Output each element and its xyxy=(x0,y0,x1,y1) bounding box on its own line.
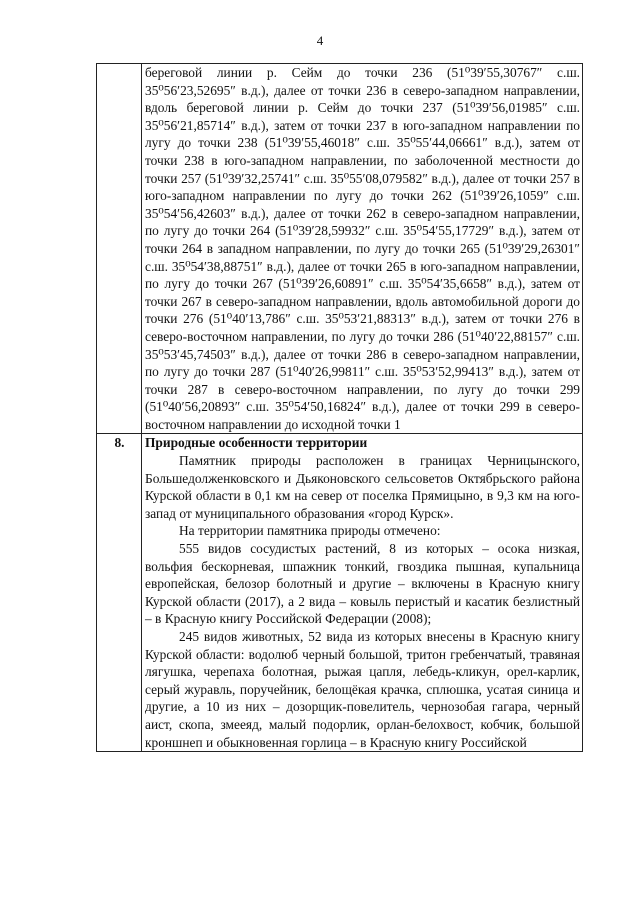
table-row-boundary xyxy=(97,64,583,434)
section-heading: Природные особенности территории xyxy=(145,435,368,451)
natural-features-cell xyxy=(142,434,583,752)
intro-paragraph: На территории памятника природы отмечено: xyxy=(179,523,441,539)
table-row-natural-features xyxy=(97,434,583,752)
regulation-table xyxy=(96,63,583,752)
boundary-description-text: береговой линии р. Сейм до точки 236 (51⁰39′55,30767″ с.ш. 35⁰56′23,52695″ в.д.), далее от точки 236 в северо-западном направлении, вдоль береговой линии р. Сейм до точки 237 (51⁰39′56,01985″ с.ш. 35⁰56′21,85714″ в.д.), затем от точки 237 в юго-западном направлении по лугу до точки 238 (51⁰39′55,46018″ с.ш. 35⁰55′44,06661″ в.д.), затем от точки 238 в юго-западном направлении, по заболоченной местности до точки 257 (51⁰39′32,25741″ с.ш. 35⁰55′08,079582″ в.д.), далее от точки 257 в юго-западном направлении по лугу до точки 262 (51⁰39′26,1059″ с.ш. 35⁰54′56,42603″ в.д.), далее от точки 262 в северо-западном направлении, по лугу до точки 264 (51⁰39′28,59932″ с.ш. 35⁰54′55,17729″ в.д.), затем от точки 264 в западном направлении, по лугу до точки 265 (51⁰39′29,26301″ с.ш. 35⁰54′38,88751″ в.д.), далее от точки 265 в юго-западном направлении, по лугу до точки 267 (51⁰39′26,60891″ с.ш. 35⁰54′35,6658″ в.д.), затем от точки 267 в северо-западном направлении, вдоль автомобильной дороги до точки 276 (51⁰40′13,786″ с.ш. 35⁰53′21,88313″ в.д.), затем от точки 276 в северо-восточном направлении, по лугу до точки 286 (51⁰40′22,88157″ с.ш. 35⁰53′45,74503″ в.д.), далее от точки 286 в северо-западном направлении, по лугу до точки 287 (51⁰40′26,99811″ с.ш. 35⁰53′52,99413″ в.д.), затем от точки 287 в северо-восточном направлении, по лугу до точки 299 (51⁰40′56,20893″ с.ш. 35⁰54′50,16824″ в.д.), далее от точки 299 в северо-восточном направлении до исходной точки 1 xyxy=(145,65,580,432)
boundary-description-cell xyxy=(142,64,583,434)
row-number-cell xyxy=(97,64,142,434)
animals-paragraph: 245 видов животных, 52 вида из которых внесены в Красную книгу Курской области: водолюб черный большой, тритон гребенчатый, травяная лягушка, черепаха болотная, рыжая цапля, лебедь-кликун, орел-карлик, серый журавль, поручейник, белощёкая крачка, сплюшка, усатая синица и другие, а 10 из них – дозорщик-повелитель, чернозобая гагара, черный аист, скопа, змееяд, малый подорлик, орлан-белохвост, кобчик, большой кроншнеп и обыкновенная горлица – в Красную книгу Российской xyxy=(145,629,580,750)
plants-paragraph: 555 видов сосудистых растений, 8 из которых – осока низкая, вольфия бескорневая, шпажник тонкий, гвоздика пышная, купальница европейская, белозор болотный и другие – включены в Красную книгу Курской области (2017), а 2 вида – ковыль перистый и касатик безлистный – в Красную книгу Российской Федерации (2008); xyxy=(145,541,580,627)
location-paragraph: Памятник природы расположен в границах Черницынского, Большедолженковского и Дьяконовского сельсоветов Октябрьского района Курской области в 0,1 км на север от поселка Прямицыно, в 9,3 км на юго-запад от муниципального образования «город Курск». xyxy=(145,453,580,521)
row-number-cell: 8. xyxy=(97,434,142,752)
page-number: 4 xyxy=(316,33,324,48)
